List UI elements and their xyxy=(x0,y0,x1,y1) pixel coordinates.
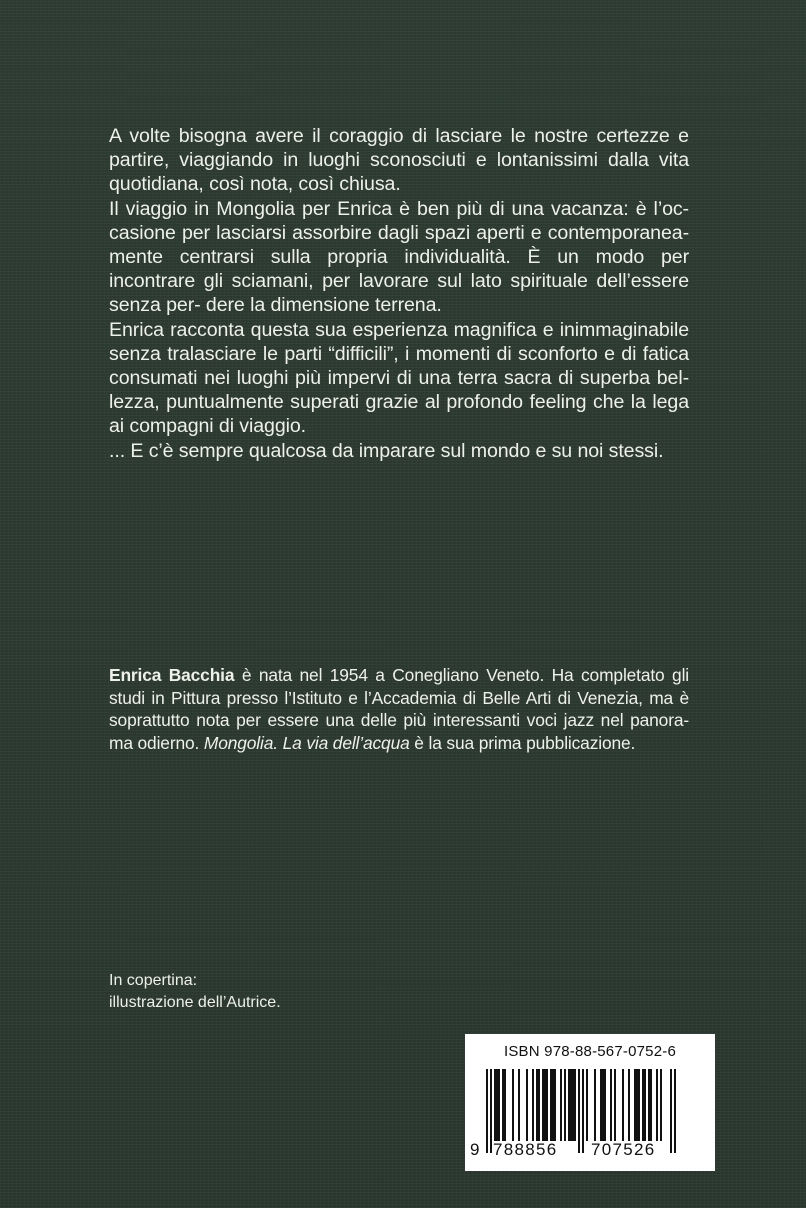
barcode-bar xyxy=(674,1069,676,1153)
barcode-bar xyxy=(628,1069,630,1141)
bio-text-2: è la sua prima pubblicazione. xyxy=(409,732,636,753)
barcode-right-digits: 707526 xyxy=(591,1140,656,1159)
barcode-bar xyxy=(512,1069,514,1141)
barcode-bar xyxy=(550,1069,552,1141)
barcode-bar xyxy=(494,1069,496,1141)
barcode-bar xyxy=(638,1069,640,1141)
barcode-bar xyxy=(496,1069,498,1141)
author-bio xyxy=(109,664,689,754)
barcode-bar xyxy=(610,1069,612,1141)
barcode-bar xyxy=(604,1069,606,1141)
barcode-bar xyxy=(600,1069,602,1141)
barcode-bar xyxy=(578,1069,580,1153)
blurb-paragraph-2: Il viaggio in Mongolia per Enrica è ben più di una vacanza: è l’oc- casione per lasciarsi assorbire dagli spazi aperti e contemporanea- mente centrarsi sulla propria individualità. È un modo per incontrare gli sciamani, per lavorare sul lato spirituale dell’essere senza per- dere la dimensione terrena. xyxy=(109,197,689,317)
barcode-bar xyxy=(622,1069,624,1141)
barcode-bar xyxy=(544,1069,546,1141)
book-title: Mongolia. La via dell’acqua xyxy=(203,732,410,753)
bio-text-1: è nata nel 1954 a Conegliano Veneto. Ha completato gli studi in Pittura presso l’Istituto e l’Accademia di Belle Arti di Venezia, ma è soprattutto nota per essere una delle più interessanti voci jazz nel panora- ma odierno. xyxy=(109,665,689,753)
barcode-bar xyxy=(572,1069,574,1141)
barcode-bar xyxy=(634,1069,636,1141)
barcode-bar xyxy=(490,1069,492,1153)
barcode-bar xyxy=(552,1069,554,1141)
barcode-bar xyxy=(542,1069,544,1141)
barcode-bar xyxy=(502,1069,504,1141)
barcode-bar xyxy=(648,1069,650,1141)
barcode-bar xyxy=(504,1069,506,1141)
credits-line-1: In copertina: xyxy=(109,972,198,989)
barcode-bar xyxy=(546,1069,548,1141)
barcode-bar xyxy=(526,1069,528,1141)
barcode-bar xyxy=(594,1069,596,1141)
barcode-bar xyxy=(582,1069,584,1153)
barcode-bar xyxy=(518,1069,520,1141)
barcode-first-digit: 9 xyxy=(470,1140,480,1159)
author-name: Enrica Bacchia xyxy=(109,665,235,685)
isbn-label: ISBN 978-88-567-0752-6 xyxy=(503,1043,676,1060)
barcode-bar xyxy=(536,1069,538,1141)
barcode-bar xyxy=(602,1069,604,1141)
barcode-bar xyxy=(486,1069,488,1153)
barcode-bar xyxy=(570,1069,572,1141)
barcode-bar xyxy=(656,1069,658,1141)
barcode-bar xyxy=(498,1069,500,1141)
credits-line-2: illustrazione dell’Autrice. xyxy=(109,994,281,1011)
barcode-bar xyxy=(642,1069,644,1141)
barcode-bar xyxy=(614,1069,616,1141)
blurb-paragraph-1: A volte bisogna avere il coraggio di lasciare le nostre certezze e partire, viaggiando in luoghi sconosciuti e lontanissimi dalla vita quotidiana, così nota, così chiusa. xyxy=(109,125,689,196)
barcode-left-digits: 788856 xyxy=(493,1140,558,1159)
barcode-bar xyxy=(538,1069,540,1141)
isbn-barcode xyxy=(465,1034,715,1171)
barcode-bar xyxy=(670,1069,672,1153)
barcode-bar xyxy=(650,1069,652,1141)
barcode-bar xyxy=(586,1069,588,1141)
blurb-paragraph-4: ... E c’è sempre qualcosa da imparare sul mondo e su noi stessi. xyxy=(109,439,664,462)
barcode-bar xyxy=(532,1069,534,1141)
barcode-bar xyxy=(554,1069,556,1141)
barcode-bar xyxy=(636,1069,638,1141)
barcode-bar xyxy=(660,1069,662,1141)
barcode-bar xyxy=(574,1069,576,1141)
barcode-bar xyxy=(644,1069,646,1141)
barcode-bar xyxy=(568,1069,570,1141)
blurb xyxy=(109,124,689,463)
barcode-bar xyxy=(560,1069,562,1141)
barcode-bar xyxy=(564,1069,566,1141)
cover-credits xyxy=(109,970,409,1014)
blurb-paragraph-3: Enrica racconta questa sua esperienza magnifica e inimmaginabile senza tralasciare le parti “difficili”, i momenti di sconforto e di fatica consumati nei luoghi più impervi di una terra sacra di superba bel- lezza, puntualmente superati grazie al profondo feeling che la lega ai compagni di viaggio. xyxy=(109,318,689,438)
